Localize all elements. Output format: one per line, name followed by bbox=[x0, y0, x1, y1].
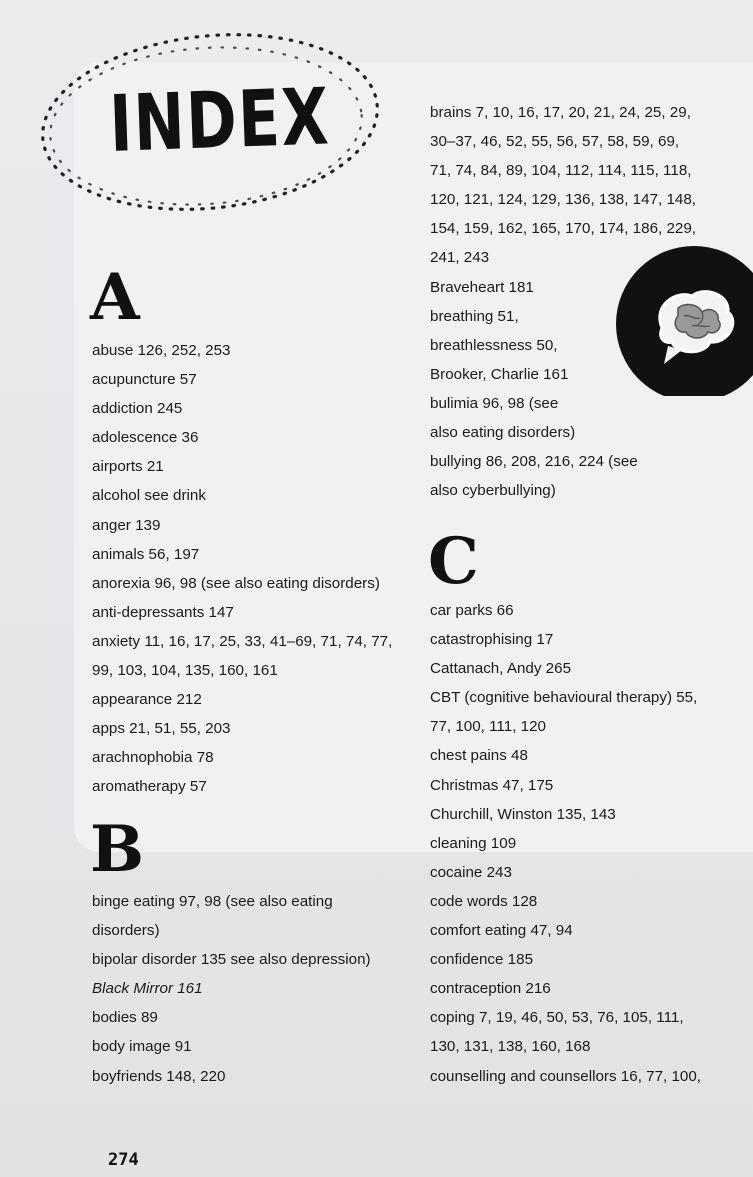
index-entry: brains 7, 10, 16, 17, 20, 21, 24, 25, 29, bbox=[430, 104, 691, 121]
index-entry: apps 21, 51, 55, 203 bbox=[92, 720, 231, 738]
index-entry: body image 91 bbox=[92, 1038, 192, 1056]
index-entry: catastrophising 17 bbox=[430, 631, 554, 649]
index-entry: 30–37, 46, 52, 55, 56, 57, 58, 59, 69, bbox=[430, 133, 680, 151]
index-entry: Cattanach, Andy 265 bbox=[430, 660, 572, 678]
index-entry: 99, 103, 104, 135, 160, 161 bbox=[92, 662, 278, 680]
index-entry: 130, 131, 138, 160, 168 bbox=[430, 1038, 591, 1056]
section-letter-a: A bbox=[90, 260, 140, 335]
index-entry: adolescence 36 bbox=[92, 429, 199, 447]
index-section-a bbox=[92, 336, 412, 802]
index-entry: bodies 89 bbox=[92, 1009, 158, 1027]
index-entry: binge eating 97, 98 (see also eating bbox=[92, 893, 333, 910]
index-entry: 154, 159, 162, 165, 170, 174, 186, 229, bbox=[430, 220, 697, 238]
index-entry: bipolar disorder 135 see also depression) bbox=[92, 951, 371, 969]
index-entry: aromatherapy 57 bbox=[92, 778, 207, 796]
page-title: INDEX bbox=[108, 72, 332, 170]
index-entry: coping 7, 19, 46, 50, 53, 76, 105, 111, bbox=[430, 1009, 684, 1027]
index-entry: breathing 51, bbox=[430, 307, 519, 325]
index-section-c bbox=[430, 596, 740, 1091]
index-section-b bbox=[92, 887, 412, 1091]
index-entry: disorders) bbox=[92, 922, 160, 940]
index-entry: CBT (cognitive behavioural therapy) 55, bbox=[430, 689, 698, 707]
index-entry: addiction 245 bbox=[92, 400, 183, 418]
index-entry: 120, 121, 124, 129, 136, 138, 147, 148, bbox=[430, 191, 697, 209]
index-entry: counselling and counsellors 16, 77, 100, bbox=[430, 1067, 702, 1085]
index-entry: contraception 216 bbox=[430, 980, 551, 998]
index-entry: arachnophobia 78 bbox=[92, 749, 214, 767]
section-letter-b: B bbox=[90, 812, 145, 887]
index-entry: cleaning 109 bbox=[430, 834, 517, 852]
index-entry: anorexia 96, 98 (see also eating disorders) bbox=[92, 574, 380, 592]
index-entry: also cyberbullying) bbox=[430, 482, 556, 500]
index-entry: cocaine 243 bbox=[430, 863, 512, 881]
index-entry: Brooker, Charlie 161 bbox=[430, 365, 569, 383]
index-entry: Braveheart 181 bbox=[430, 278, 534, 296]
index-entry: boyfriends 148, 220 bbox=[92, 1067, 226, 1085]
index-entry: code words 128 bbox=[430, 892, 538, 910]
index-entry: 77, 100, 111, 120 bbox=[430, 718, 546, 736]
index-entry: also eating disorders) bbox=[430, 424, 576, 442]
index-entry: animals 56, 197 bbox=[92, 545, 200, 563]
index-entry: chest pains 48 bbox=[430, 747, 528, 765]
index-entry: alcohol see drink bbox=[92, 487, 206, 505]
index-entry: 241, 243 bbox=[430, 249, 490, 267]
page-number: 274 bbox=[108, 1150, 139, 1170]
index-entry: confidence 185 bbox=[430, 951, 534, 969]
index-column-right-top bbox=[430, 98, 740, 505]
index-entry: Christmas 47, 175 bbox=[430, 776, 554, 794]
index-entry: airports 21 bbox=[92, 458, 164, 476]
index-entry: appearance 212 bbox=[92, 691, 202, 709]
index-entry: Churchill, Winston 135, 143 bbox=[430, 805, 616, 823]
index-entry: anxiety 11, 16, 17, 25, 33, 41–69, 71, 74, 77, bbox=[92, 632, 393, 650]
index-entry: comfort eating 47, 94 bbox=[430, 922, 573, 940]
index-entry: car parks 66 bbox=[430, 602, 514, 619]
section-letter-c: C bbox=[428, 524, 479, 599]
index-entry: 71, 74, 84, 89, 104, 112, 114, 115, 118, bbox=[430, 162, 692, 180]
index-entry: abuse 126, 252, 253 bbox=[92, 342, 231, 359]
index-entry: Black Mirror 161 bbox=[92, 980, 203, 998]
index-entry: bullying 86, 208, 216, 224 (see bbox=[430, 453, 638, 471]
index-entry: anger 139 bbox=[92, 516, 161, 534]
index-entry: breathlessness 50, bbox=[430, 336, 558, 354]
index-entry: bulimia 96, 98 (see bbox=[430, 394, 559, 412]
index-entry: acupuncture 57 bbox=[92, 371, 197, 389]
index-entry: anti-depressants 147 bbox=[92, 603, 234, 621]
